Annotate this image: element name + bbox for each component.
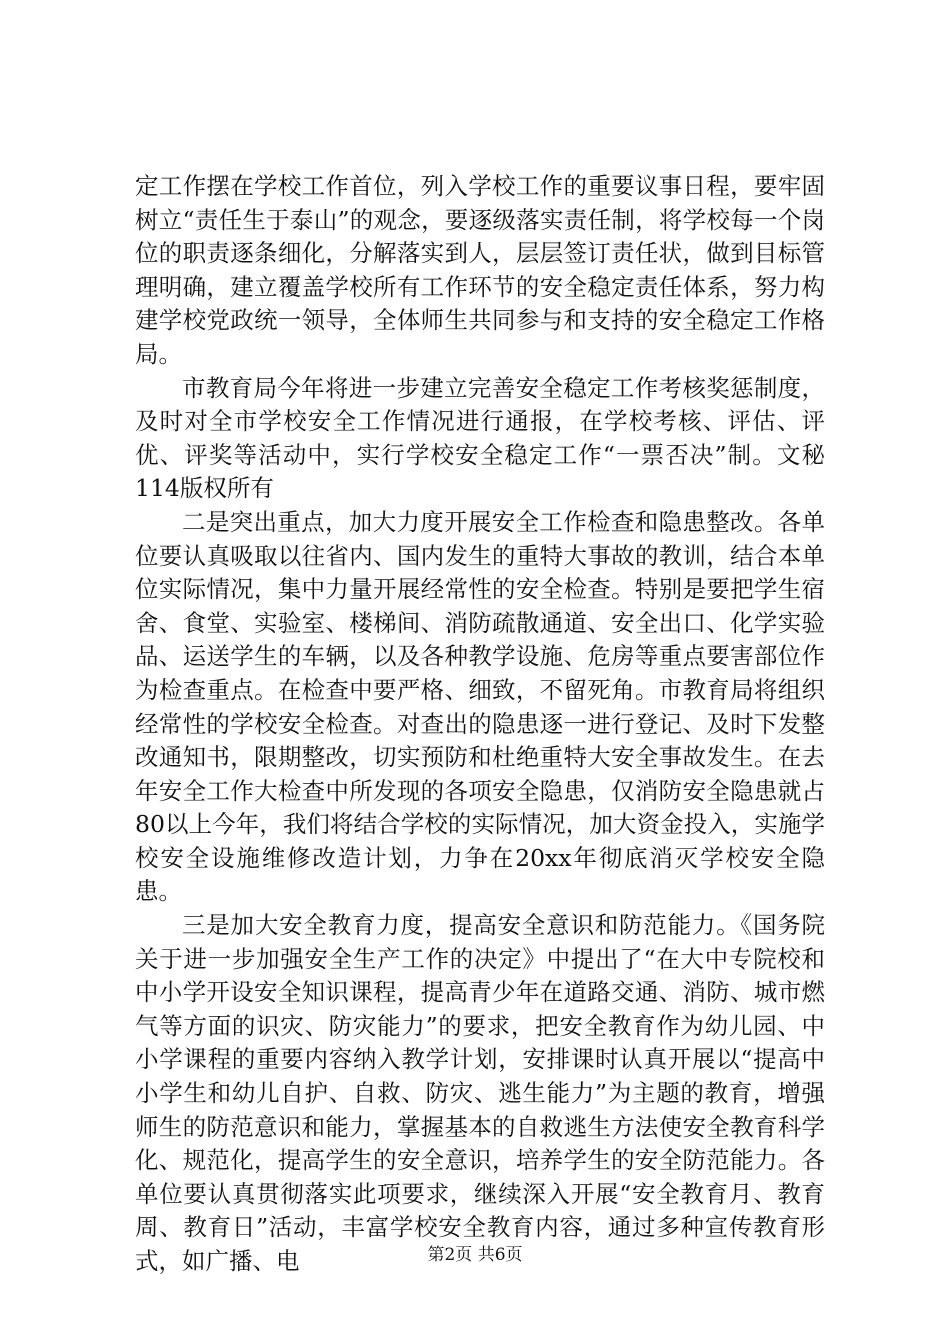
paragraph-3: 二是突出重点，加大力度开展安全工作检查和隐患整改。各单位要认真吸取以往省内、国内发生的重特大事故的教训，结合本单位实际情况，集中力量开展经常性的安全检查。特别是要把学生宿舍、食堂、实验室、楼梯间、消防疏散通道、安全出口、化学实验品、运送学生的车辆，以及各种教学设施、危房等重点要害部位作为检查重点。在检查中要严格、细致，不留死角。市教育局将组织经常性的学校安全检查。对查出的隐患逐一进行登记、及时下发整改通知书，限期整改，切实预防和杜绝重特大安全事故发生。在去年安全工作大检查中所发现的各项安全隐患，仅消防安全隐患就占80以上今年，我们将结合学校的实际情况，加大资金投入，实施学校安全设施维修改造计划，力争在20xx年彻底消灭学校安全隐患。 [135, 507, 825, 906]
page-number-footer: 第2页 共6页 [427, 1245, 523, 1265]
paragraph-1: 定工作摆在学校工作首位，列入学校工作的重要议事日程，要牢固树立“责任生于泰山”的观念，要逐级落实责任制，将学校每一个岗位的职责逐条细化，分解落实到人，层层签订责任状，做到目标管理明确，建立覆盖学校所有工作环节的安全稳定责任体系，努力构建学校党政统一领导，全体师生共同参与和支持的安全稳定工作格局。 [135, 172, 825, 368]
paragraph-4: 三是加大安全教育力度，提高安全意识和防范能力。《国务院关于进一步加强安全生产工作的决定》中提出了“在大中专院校和中小学开设安全知识课程，提高青少年在道路交通、消防、城市燃气等方面的识灾、防灾能力”的要求，把安全教育作为幼儿园、中小学课程的重要内容纳入教学计划，安排课时认真开展以“提高中小学生和幼儿自护、自救、防灾、逃生能力”为主题的教育，增强师生的防范意识和能力，掌握基本的自救逃生方法使安全教育科学化、规范化，提高学生的安全意识，培养学生的安全防范能力。各单位要认真贯彻落实此项要求，继续深入开展“安全教育月、教育周、教育日”活动，丰富学校安全教育内容，通过多种宣传教育形式，如广播、电 [135, 911, 825, 1275]
document-body [135, 170, 825, 1279]
paragraph-2: 市教育局今年将进一步建立完善安全稳定工作考核奖惩制度，及时对全市学校安全工作情况进行通报，在学校考核、评估、评优、评奖等活动中，实行学校安全稳定工作“一票否决”制。文秘114版权所有 [135, 373, 825, 503]
